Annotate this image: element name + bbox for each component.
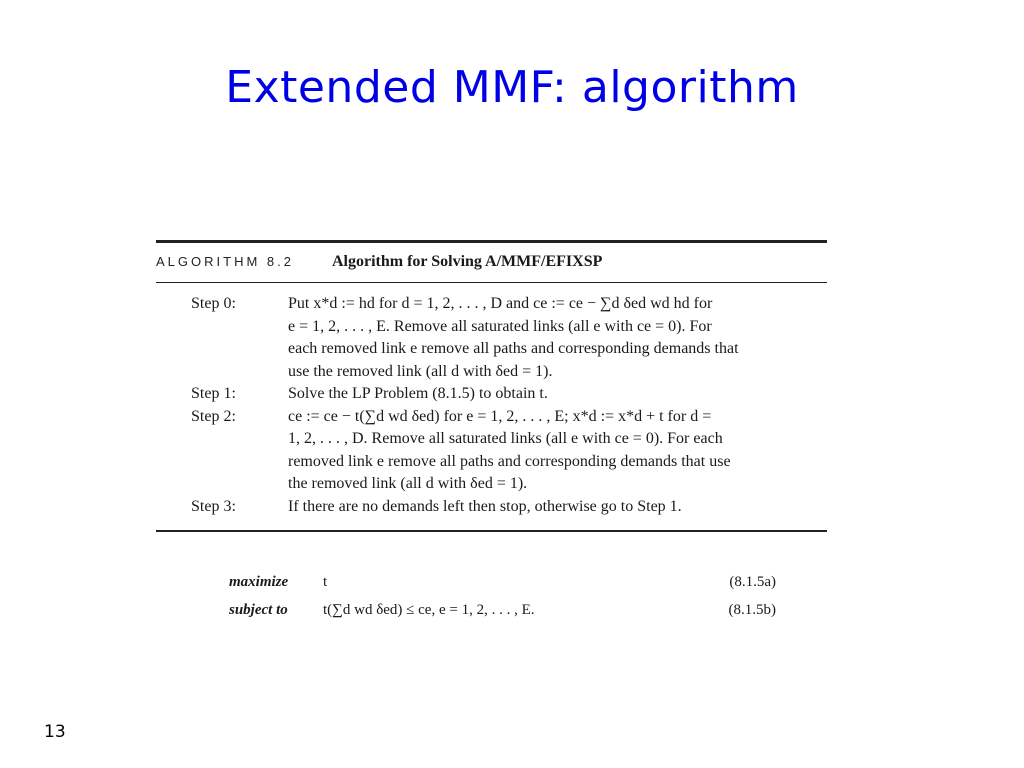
step-label: Step 3: <box>191 497 236 515</box>
lp-problem <box>229 570 789 626</box>
step-0 <box>156 293 827 383</box>
step-label: Step 1: <box>191 385 236 402</box>
step-line: Solve the LP Problem (8.1.5) to obtain t. <box>288 385 548 402</box>
step-2 <box>156 406 827 496</box>
step-1 <box>156 383 827 406</box>
algorithm-steps <box>156 283 827 518</box>
step-line: e = 1, 2, . . . , E. Remove all saturated links (all e with ce = 0). For <box>288 317 712 335</box>
algorithm-header <box>156 243 827 273</box>
equation-number: (8.1.5a) <box>729 574 776 590</box>
step-line: use the removed link (all d with δed = 1). <box>288 362 553 380</box>
slide-title: Extended MMF: algorithm <box>225 62 799 113</box>
step-line: 1, 2, . . . , D. Remove all saturated links (all e with ce = 0). For each <box>288 430 723 447</box>
algorithm-bottom-rule <box>156 530 827 532</box>
lp-expression: t(∑d wd δed) ≤ ce, e = 1, 2, . . . , E. <box>323 602 535 618</box>
lp-keyword: maximize <box>229 574 289 590</box>
step-text <box>288 496 811 519</box>
lp-objective-row <box>229 570 789 598</box>
algorithm-label: ALGORITHM 8.2 <box>156 254 294 269</box>
algorithm-box <box>156 240 827 532</box>
step-line: each removed link e remove all paths and corresponding demands that <box>288 340 739 357</box>
equation-number: (8.1.5b) <box>728 602 776 618</box>
lp-constraint-row <box>229 598 789 626</box>
step-label: Step 0: <box>191 295 236 312</box>
step-line: ce := ce − t(∑d wd δed) for e = 1, 2, . . . , E; x*d := x*d + t for d = <box>288 407 712 425</box>
lp-keyword: subject to <box>229 602 288 618</box>
step-text <box>288 406 811 496</box>
step-label: Step 2: <box>191 407 236 425</box>
step-line: If there are no demands left then stop, otherwise go to Step 1. <box>288 497 682 515</box>
step-3 <box>156 496 827 519</box>
step-line: Put x*d := hd for d = 1, 2, . . . , D and ce := ce − ∑d δed wd hd for <box>288 295 713 312</box>
step-text <box>288 383 811 406</box>
lp-expression: t <box>323 574 328 590</box>
step-text <box>288 293 811 383</box>
step-line: the removed link (all d with δed = 1). <box>288 475 528 492</box>
algorithm-heading: Algorithm for Solving A/MMF/EFIXSP <box>332 253 603 270</box>
step-line: removed link e remove all paths and corresponding demands that use <box>288 452 731 470</box>
page-number: 13 <box>44 722 66 742</box>
